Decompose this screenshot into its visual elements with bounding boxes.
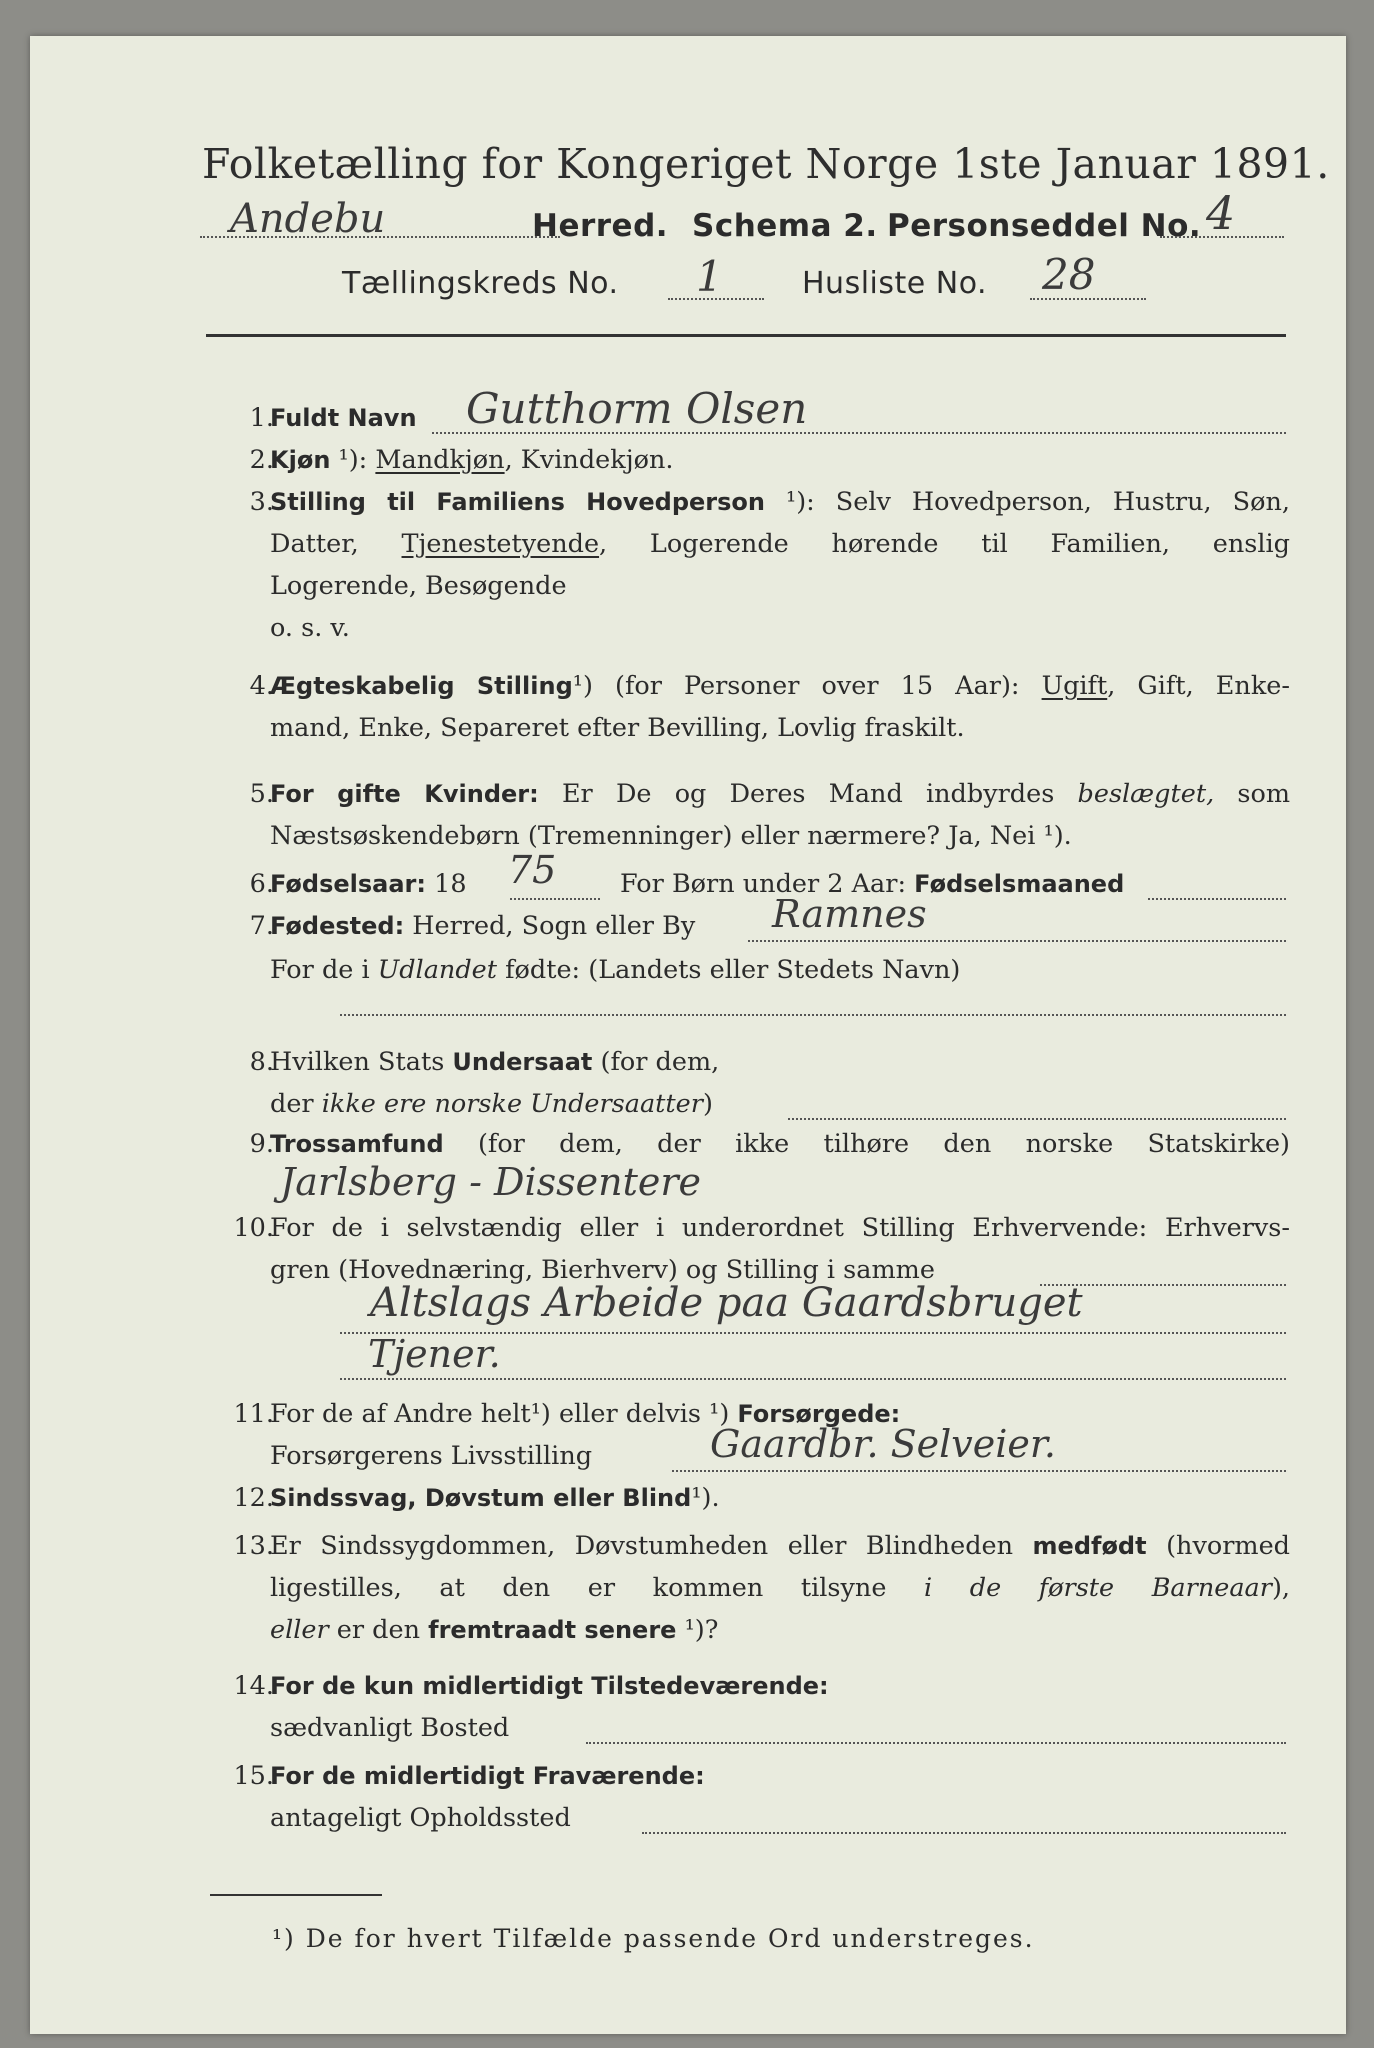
q7-line2b: fødte: (Landets eller Stedets Navn) [505,955,961,985]
q11-fill-line [672,1470,1286,1472]
form-title: Folketælling for Kongeriget Norge 1ste Januar 1891. [202,140,1330,188]
q3-label: Stilling til Familiens Hovedperson [270,488,765,516]
census-form-sheet [30,36,1346,2034]
q5-number: 5. [249,779,274,809]
q2-label: Kjøn [270,446,331,474]
herred-handwritten: Andebu [230,196,386,242]
q9-label: Trossamfund [270,1130,444,1158]
q3-line2-rest: , Logerende hørende til Familien, enslig [599,529,1290,559]
q2-number: 2. [249,445,274,475]
q12-label: Sindssvag, Døvstum eller Blind [270,1484,692,1512]
q11-answer: Gaardbr. Selveier. [710,1422,1056,1466]
q7-fill-line [748,940,1286,942]
q4-unmarried: Ugift [1041,671,1108,701]
q12-sup: ¹). [691,1483,720,1513]
q11-sup1: ¹) [530,1399,551,1429]
q4-number: 4. [249,671,274,701]
personseddel-no: 4 [1206,186,1236,240]
q14-line2: sædvanligt Bosted [270,1713,510,1743]
q7-abroad: Udlandet [377,955,497,985]
q13-line1c: (hvormed [1166,1531,1290,1561]
q11-sup2: ¹) [709,1399,730,1429]
q6-month-label: Fødselsmaaned [914,870,1125,898]
q15-number: 15. [233,1761,274,1791]
q8-label-a: Hvilken Stats [270,1047,445,1077]
q13-line3i: eller [270,1615,329,1645]
q3-line4: o. s. v. [270,613,350,643]
footnote-rule [210,1894,382,1896]
q13-line3c: ¹)? [684,1615,719,1645]
q6-label: Fødselsaar: [270,870,426,898]
q6-year-prefix: 18 [434,869,467,899]
q15-line2: antageligt Opholdssted [270,1803,571,1833]
footnote: ¹) De for hvert Tilfælde passende Ord understreges. [272,1924,1035,1953]
q15-label: For de midlertidigt Fraværende: [270,1762,705,1790]
q2-option-male: Mandkjøn [375,445,505,475]
q4-line2: mand, Enke, Separeret efter Bevilling, Lovlig fraskilt. [270,713,965,743]
q11-line1a: For de af Andre helt [270,1399,531,1429]
husliste-label: Husliste No. [802,266,988,301]
q3-sup: ¹): [786,487,815,517]
q10-answer2: Tjener. [368,1332,501,1376]
q10-answer2-fill [340,1378,1286,1380]
q10-line2: gren (Hovednæring, Bierhverv) og Stilling i samme [270,1255,935,1285]
q6-year-fill [510,898,600,900]
q13-line3a: er den [336,1615,421,1645]
kreds-no: 1 [696,252,723,301]
q2-option-rest: , Kvindekjøn. [504,445,674,475]
q3-line1: Selv Hovedperson, Hustru, Søn, [835,487,1290,517]
q2-sup: ¹): [338,445,368,475]
q7-abroad-fill [340,1014,1286,1016]
q8-line1: (for dem, [600,1047,720,1077]
q15-fill-line [642,1832,1286,1834]
q7-line1: Herred, Sogn eller By [412,911,696,941]
q13-line2i: i de første Barneaar [924,1573,1272,1603]
q7-number: 7. [249,911,274,941]
q9-number: 9. [249,1129,274,1159]
q5-line1a: Er De og Deres Mand indbyrdes [561,779,1055,809]
q12-number: 12. [233,1483,274,1513]
q3-daughter: Datter, [270,529,359,559]
q7-answer: Ramnes [772,892,927,936]
q7-line2a: For de i [270,955,370,985]
q1-number: 1. [249,403,274,433]
q8-label-b: Undersaat [452,1048,593,1076]
q4-line1b: , Gift, Enke- [1107,671,1290,701]
q1-answer: Gutthorm Olsen [466,384,808,433]
q4-label: Ægteskabelig Stilling [270,672,573,700]
q10-number: 10. [233,1213,274,1243]
q8-number: 8. [249,1047,274,1077]
q13-line2b: ), [1271,1573,1291,1603]
q9-line1: (for dem, der ikke tilhøre den norske Statskirke) [477,1129,1291,1159]
q5-line1b: som [1237,779,1291,809]
q11-number: 11. [233,1399,274,1429]
q8-line2i: ikke ere norske Undersaatter [321,1089,703,1119]
q13-number: 13. [233,1531,274,1561]
q5-label: For gifte Kvinder: [270,780,539,808]
q9-answer: Jarlsberg - Dissentere [280,1160,702,1204]
q3-servant: Tjenestetyende [401,529,600,559]
personseddel-label: Personseddel No. [887,208,1202,244]
q4-sup: ¹) [572,671,593,701]
q7-label: Fødested: [270,912,405,940]
q4-line1a: (for Personer over 15 Aar): [615,671,1020,701]
herred-label: Herred. [532,208,669,244]
header-rule [206,334,1286,337]
q8-line2b: ) [702,1089,713,1119]
q3-line3: Logerende, Besøgende [270,571,567,601]
q6-month-fill [1148,898,1286,900]
kreds-label: Tællingskreds No. [342,266,619,301]
q10-answer1: Altslags Arbeide paa Gaardsbruget [370,1280,1083,1326]
q14-number: 14. [233,1671,274,1701]
q6-child-text: For Børn under 2 Aar: [620,869,907,899]
q11-line2: Forsørgerens Livsstilling [270,1441,593,1471]
q13-line1a: Er Sindssygdommen, Døvstumheden eller Blindheden [270,1531,1014,1561]
husliste-no: 28 [1042,250,1096,299]
q11-line1b: eller delvis [558,1399,701,1429]
q14-label: For de kun midlertidigt Tilstedeværende: [270,1672,829,1700]
q5-line2: Næstsøskendebørn (Tremenninger) eller nærmere? Ja, Nei ¹). [270,821,1072,851]
q8-fill-line [788,1118,1286,1120]
q1-label: Fuldt Navn [270,404,417,432]
q11-line1c: Forsørgede: [737,1400,901,1428]
schema-label: Schema 2. [692,208,878,244]
q13-line3b: fremtraadt senere [428,1616,677,1644]
q13-line1b: medfødt [1032,1532,1147,1560]
q14-fill-line [586,1742,1286,1744]
q13-line2a: ligestilles, at den er kommen tilsyne [270,1573,887,1603]
q6-year: 75 [508,848,557,892]
q10-line1: For de i selvstændig eller i underordnet Stilling Erhvervende: Erhvervs- [270,1213,1290,1243]
q5-line1i: beslægtet, [1077,779,1215,809]
q3-number: 3. [249,487,274,517]
q6-number: 6. [249,869,274,899]
q8-line2a: der [270,1089,314,1119]
